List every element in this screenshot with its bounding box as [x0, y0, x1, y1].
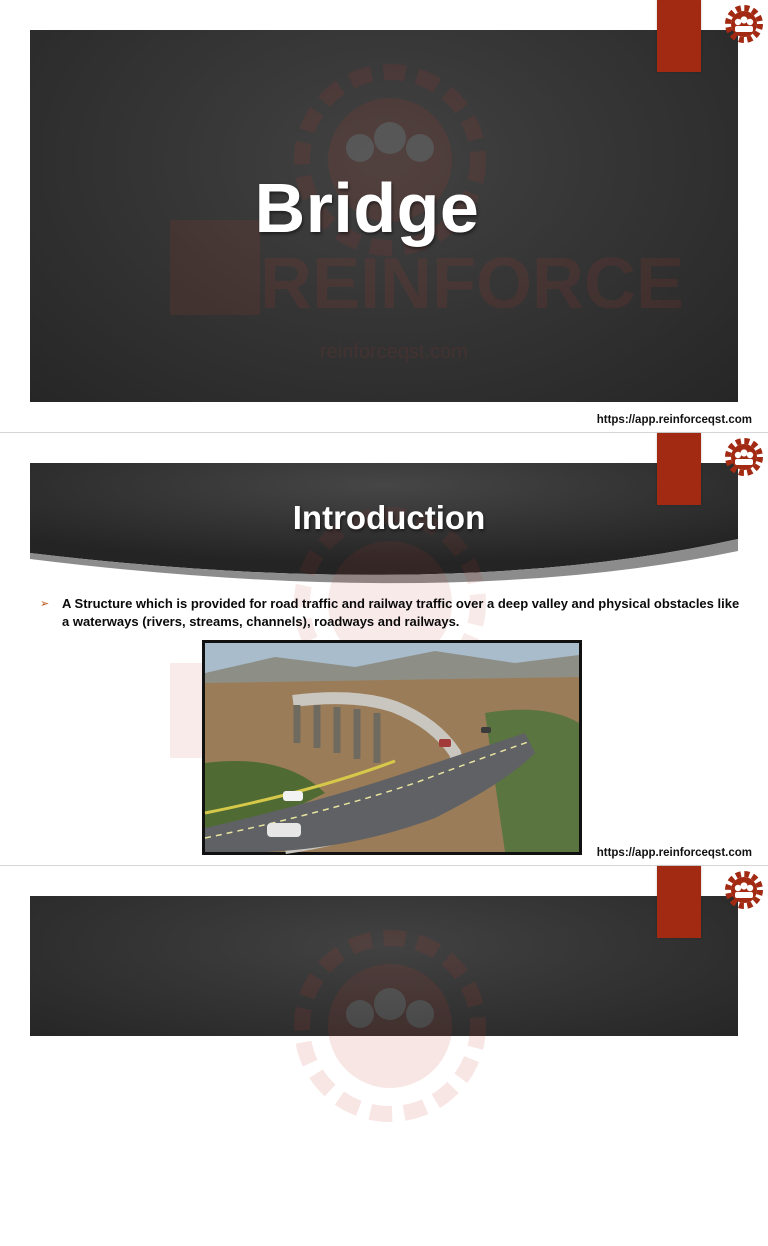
footer-url[interactable]: https://app.reinforceqst.com — [596, 847, 752, 859]
accent-tab — [657, 0, 701, 72]
gear-logo-icon — [724, 4, 764, 44]
gear-logo-icon — [724, 870, 764, 910]
title-panel — [30, 896, 738, 1036]
accent-tab — [657, 866, 701, 938]
bullet-item — [40, 595, 740, 631]
slide-partial — [0, 866, 768, 1024]
slide-title-bridge: Bridge — [254, 169, 480, 247]
slide-title — [0, 0, 768, 432]
gear-logo-icon — [724, 437, 764, 477]
accent-tab — [657, 433, 701, 505]
bullet-text: A Structure which is provided for road traffic and railway traffic over a deep valley and physical obstacles like a waterways (rivers, streams, channels), roadways and railways. — [62, 596, 740, 629]
slide-introduction — [0, 433, 768, 865]
footer-url[interactable]: https://app.reinforceqst.com — [596, 414, 752, 426]
slide-title-introduction: Introduction — [292, 499, 486, 536]
arrow-bullet-icon: ➢ — [40, 598, 50, 610]
bridge-image-icon — [205, 643, 579, 852]
highway-bridge-photo — [202, 640, 582, 855]
